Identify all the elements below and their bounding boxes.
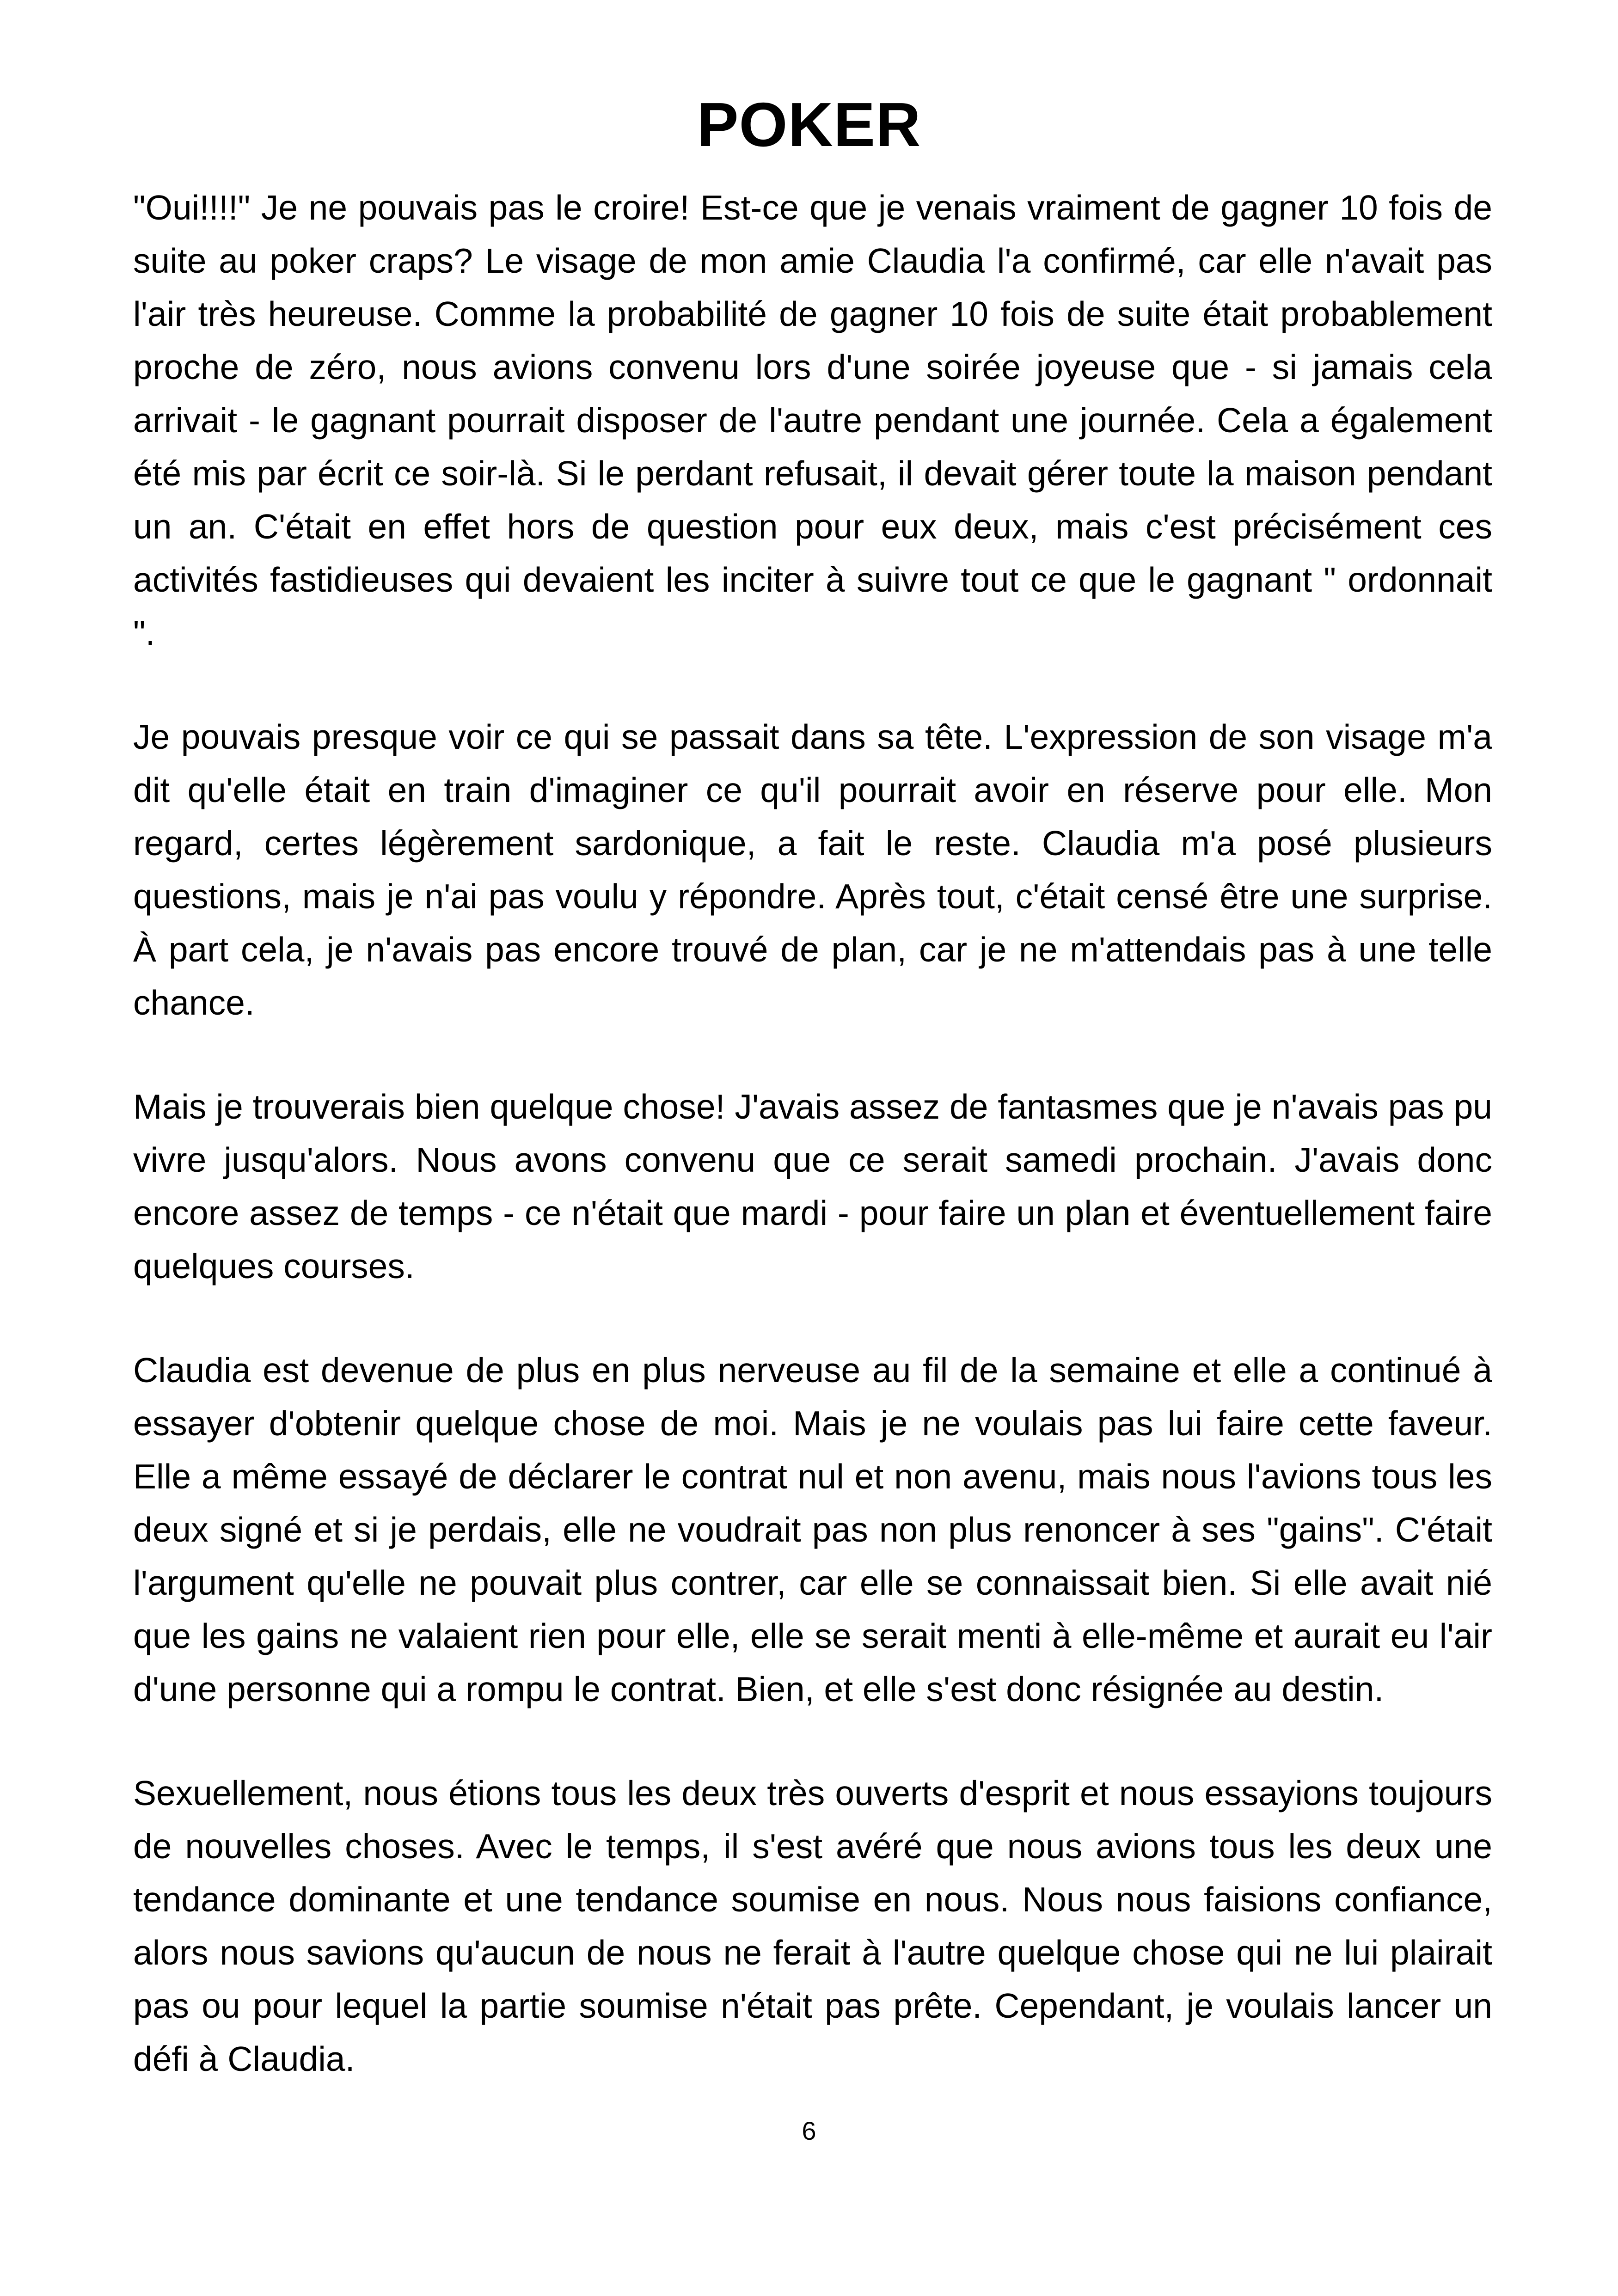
paragraph-3: Mais je trouverais bien quelque chose! J'avais assez de fantasmes que je n'avais pas pu vivre jusqu'alors. Nous avons convenu que ce serait samedi prochain. J'avais donc encore assez de temps - ce n'était que mardi - pour faire un plan et éventuellement faire quelques courses. [133,1087,1492,1286]
paragraph-5: Sexuellement, nous étions tous les deux très ouverts d'esprit et nous essayions toujours de nouvelles choses. Avec le temps, il s'est avéré que nous avions tous les deux une tendance dominante et une tendance soumise en nous. Nous nous faisions confiance, alors nous savions qu'aucun de nous ne ferait à l'autre quelque chose qui ne lui plairait pas ou pour lequel la partie soumise n'était pas prête. Cependant, je voulais lancer un défi à Claudia. [133,1774,1492,2078]
paragraph-2: Je pouvais presque voir ce qui se passait dans sa tête. L'expression de son visage m'a dit qu'elle était en train d'imaginer ce qu'il pourrait avoir en réserve pour elle. Mon regard, certes légèrement sardonique, a fait le reste. Claudia m'a posé plusieurs questions, mais je n'ai pas voulu y répondre. Après tout, c'était censé être une surprise. À part cela, je n'avais pas encore trouvé de plan, car je ne m'attendais pas à une telle chance. [133,717,1492,1022]
page-number: 6 [802,2116,816,2145]
paragraph-1: "Oui!!!!" Je ne pouvais pas le croire! Est-ce que je venais vraiment de gagner 10 fois de suite au poker craps? Le visage de mon amie Claudia l'a confirmé, car elle n'avait pas l'air très heureuse. Comme la probabilité de gagner 10 fois de suite était probablement proche de zéro, nous avions convenu lors d'une soirée joyeuse que - si jamais cela arrivait - le gagnant pourrait disposer de l'autre pendant une journée. Cela a également été mis par écrit ce soir-là. Si le perdant refusait, il devait gérer toute la maison pendant un an. C'était en effet hors de question pour eux deux, mais c'est précisément ces activités fastidieuses qui devaient les inciter à suivre tout ce que le gagnant " ordonnait ". [133,188,1492,652]
paragraph-4: Claudia est devenue de plus en plus nerveuse au fil de la semaine et elle a continué à essayer d'obtenir quelque chose de moi. Mais je ne voulais pas lui faire cette faveur. Elle a même essayé de déclarer le contrat nul et non avenu, mais nous l'avions tous les deux signé et si je perdais, elle ne voudrait pas non plus renoncer à ses "gains". C'était l'argument qu'elle ne pouvait plus contrer, car elle se connaissait bien. Si elle avait nié que les gains ne valaient rien pour elle, elle se serait menti à elle-même et aurait eu l'air d'une personne qui a rompu le contrat. Bien, et elle s'est donc résignée au destin. [133,1351,1492,1708]
body-text [133,181,1492,2137]
page-title: POKER [697,90,921,159]
